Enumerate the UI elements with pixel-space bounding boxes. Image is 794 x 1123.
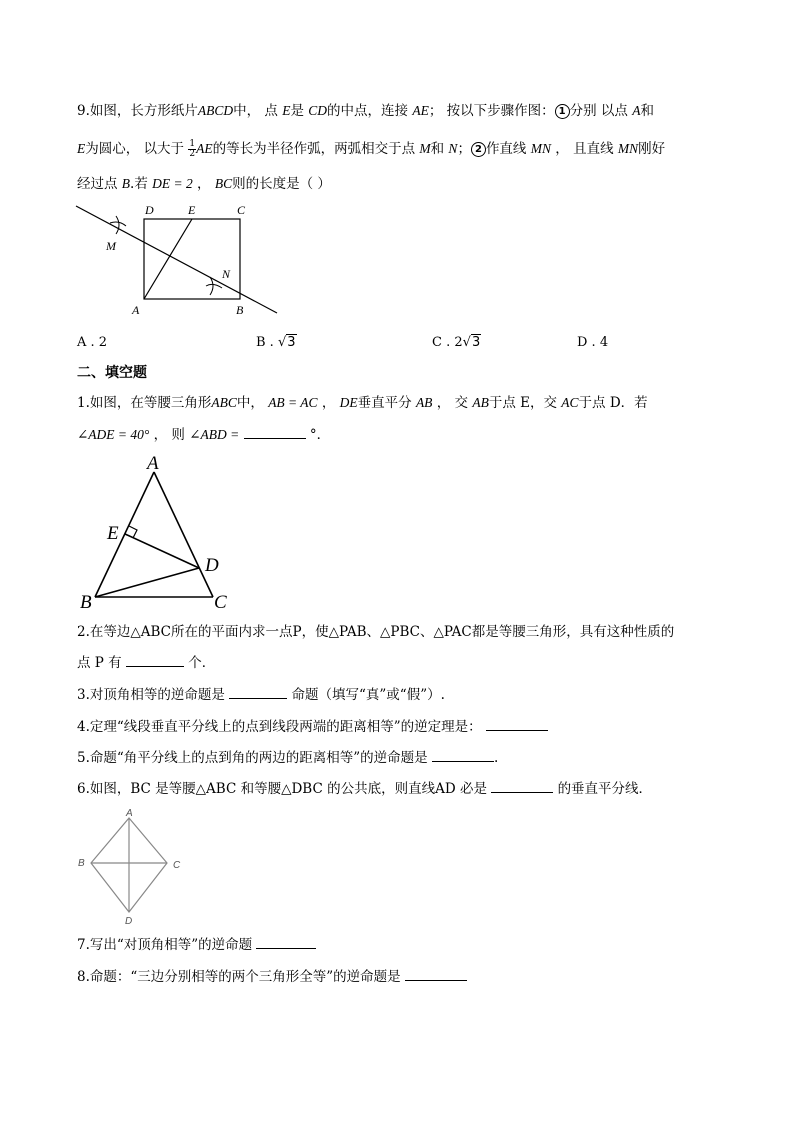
q5-line: 5.命题“角平分线上的点到角的两边的距离相等”的逆命题是 . [77, 747, 498, 768]
label-b: B [236, 303, 244, 317]
answer-blank[interactable] [244, 424, 306, 439]
rectangle-abcd [144, 219, 240, 299]
label-d: D [125, 916, 133, 927]
answer-blank[interactable] [126, 652, 184, 667]
q9-math: MN [617, 141, 639, 156]
q9-math: ABCD [197, 103, 234, 118]
q9-text: 的中点，连接 [327, 103, 409, 119]
label-e: E [107, 523, 119, 544]
q3-line: 3.对顶角相等的逆命题是 命题（填写“真”或“假”）. [77, 684, 445, 705]
q9-line-3 [77, 174, 331, 194]
q9-text: 经过点 [77, 176, 118, 192]
q9-math: BC [214, 176, 233, 191]
option-b[interactable]: B . √3 [256, 335, 296, 350]
q9-text: 作直线 [485, 141, 527, 157]
q9-line-1 [77, 101, 654, 121]
q9-text: ； [457, 141, 471, 157]
q8-line: 8.命题：“三边分别相等的两个三角形全等”的逆命题是 [77, 966, 467, 987]
label-a: A [126, 808, 133, 819]
one-half-fraction: $\frac{1}{2}$ [189, 139, 196, 159]
segment-ae [144, 219, 192, 299]
q9-math: E [282, 103, 291, 118]
q9-text: .若 [130, 176, 148, 192]
q1-line-1: 1.如图，在等腰三角形ABC中， AB = AC ， DE垂直平分 AB ， 交 AB于点 E，交 AC于点 D．若 [77, 395, 648, 411]
q9-text: 和 [430, 141, 445, 157]
label-m: M [106, 239, 116, 253]
q9-text: 是 [290, 103, 304, 119]
step-2-marker: 2 [471, 142, 486, 157]
step-1-marker: 1 [555, 104, 570, 119]
q9-math: MN [530, 141, 551, 156]
side-ab [95, 472, 154, 597]
q6-line: 6.如图，BC 是等腰△ABC 和等腰△DBC 的公共底，则直线AD 必是 的垂直平分线． [77, 778, 652, 799]
option-c[interactable]: C . 2√3 [432, 335, 481, 350]
q6-rhombus-figure [75, 808, 190, 926]
label-n: N [222, 267, 231, 281]
label-a: A [147, 453, 159, 474]
label-b: B [80, 592, 92, 613]
q9-math: E [77, 141, 86, 156]
answer-blank[interactable] [256, 934, 316, 949]
q7-line: 7.写出“对顶角相等”的逆命题 [77, 934, 316, 955]
option-d[interactable]: D . 4 [577, 335, 609, 350]
label-d: D [145, 203, 154, 217]
q9-text: 则的长度是（ ） [232, 176, 331, 192]
answer-blank[interactable] [229, 684, 287, 699]
q9-math: A [632, 103, 641, 118]
q9-text: ， 且直线 [555, 141, 614, 157]
label-e: E [188, 203, 196, 217]
answer-blank[interactable] [405, 966, 467, 981]
arc-n [210, 277, 213, 295]
q9-text: 为圆心， 以大于 [85, 141, 185, 157]
segment-ed [125, 534, 199, 568]
q9-text: 刚好 [638, 141, 666, 157]
q9-text: ， [197, 176, 211, 192]
q9-text: 9.如图，长方形纸片 [77, 103, 198, 119]
q9-math: B [121, 176, 131, 191]
answer-blank[interactable] [491, 778, 553, 793]
q9-math: AE [196, 141, 213, 156]
arc-m [116, 216, 119, 234]
sqrt-3: √3 [277, 335, 296, 350]
q9-math: CD [308, 103, 328, 118]
q9-text: 中， 点 [233, 103, 278, 119]
label-a: A [132, 303, 140, 317]
q9-text: ； 按以下步骤作图： [428, 103, 555, 119]
answer-blank[interactable] [432, 747, 494, 762]
q4-line: 4.定理“线段垂直平分线上的点到线段两端的距离相等”的逆定理是： [77, 716, 548, 737]
label-c: C [237, 203, 246, 217]
q1-triangle-figure [78, 450, 238, 615]
q9-text: 分别 以点 [569, 103, 628, 119]
q9-rectangle-figure [70, 198, 290, 323]
label-c: C [173, 860, 181, 871]
q9-math: N [448, 141, 458, 156]
segment-bd [95, 568, 199, 597]
answer-blank[interactable] [486, 716, 548, 731]
q2-line-2: 点 P 有 个． [77, 652, 215, 673]
q9-text: 和 [640, 103, 654, 119]
q9-math: DE = 2 [152, 176, 193, 191]
arc-n-2 [206, 284, 222, 288]
sqrt-3: √3 [462, 335, 481, 350]
q9-line-2 [77, 139, 665, 159]
q1-line-2: ∠ADE = 40° ， 则 ∠ABD = °． [77, 424, 330, 445]
q9-text: 的等长为半径作弧，两弧相交于点 [212, 141, 416, 157]
line-mn [76, 206, 277, 313]
q2-line-1: 2.在等边△ABC所在的平面内求一点P，使△PAB、△PBC、△PAC都是等腰三角形，具有这种性质的 [77, 624, 675, 640]
q9-math: AE [412, 103, 429, 118]
section-title: 二、填空题 [77, 365, 147, 381]
label-c: C [214, 592, 227, 613]
q9-math: M [419, 141, 431, 156]
label-b: B [78, 858, 85, 869]
label-d: D [205, 555, 219, 576]
option-a[interactable]: A . 2 [77, 335, 108, 350]
